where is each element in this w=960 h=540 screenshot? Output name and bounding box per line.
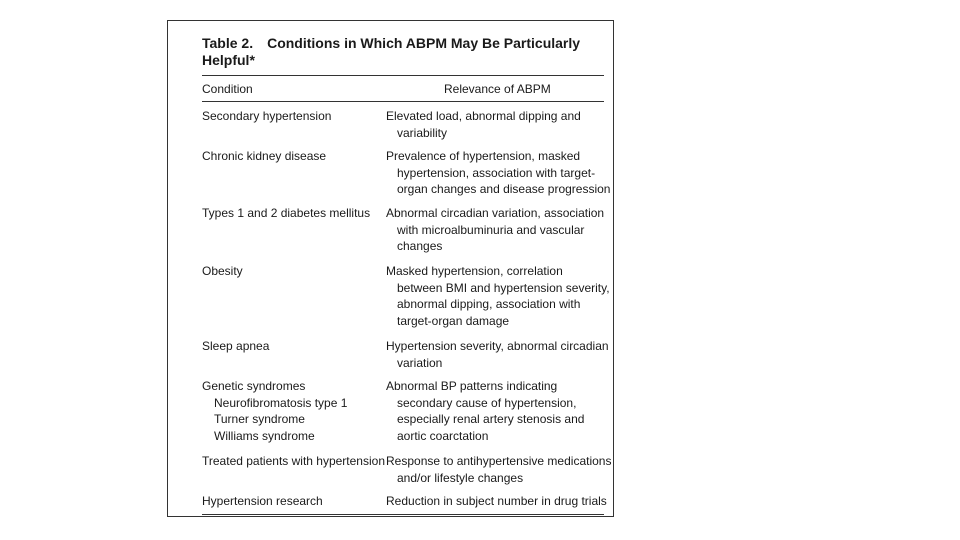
table-row-relevance <box>386 108 608 141</box>
relevance-line: changes <box>397 239 443 253</box>
table-row-relevance <box>386 493 608 510</box>
relevance-line: organ changes and disease progression <box>397 182 611 196</box>
relevance-line: especially renal artery stenosis and <box>397 412 585 426</box>
relevance-line: and/or lifestyle changes <box>397 470 524 485</box>
table-row-relevance <box>386 338 608 371</box>
table-row-relevance <box>386 378 608 444</box>
header-condition: Condition <box>202 82 253 96</box>
table-row-condition <box>202 263 382 280</box>
condition-text: Chronic kidney disease <box>202 149 327 163</box>
relevance-line: abnormal dipping, association with <box>397 297 581 311</box>
table-frame <box>167 20 614 517</box>
table-title <box>202 35 602 69</box>
table-bottom-rule <box>202 514 604 515</box>
table-row-relevance <box>386 148 611 198</box>
relevance-line: secondary cause of hypertension, <box>397 395 577 410</box>
condition-text: Types 1 and 2 diabetes mellitus <box>202 206 371 220</box>
condition-text: Hypertension research <box>202 494 323 508</box>
relevance-line: target-organ damage <box>397 313 510 328</box>
header-relevance: Relevance of ABPM <box>444 82 551 96</box>
condition-text: Treated patients with hypertension <box>202 454 385 468</box>
condition-text: Secondary hypertension <box>202 109 332 123</box>
table-row-condition <box>202 378 382 444</box>
table-row-condition <box>202 205 382 222</box>
relevance-line: Masked hypertension, correlation <box>386 264 563 278</box>
condition-text: Genetic syndromes <box>202 379 306 393</box>
relevance-line: Elevated load, abnormal dipping and <box>386 109 581 123</box>
relevance-line: Abnormal BP patterns indicating <box>386 379 558 393</box>
relevance-line: between BMI and hypertension severity, <box>397 280 610 295</box>
table-row-condition <box>202 338 382 355</box>
relevance-line: Hypertension severity, abnormal circadian <box>386 339 609 353</box>
table-row-relevance <box>386 263 608 329</box>
header-top-rule <box>202 75 604 76</box>
table-row-condition <box>202 453 385 470</box>
relevance-line: hypertension, association with target- <box>397 165 596 180</box>
table-row-condition <box>202 493 382 510</box>
table-row-condition <box>202 108 382 125</box>
table-row-condition <box>202 148 382 165</box>
condition-subitem: Turner syndrome <box>214 412 305 426</box>
relevance-line: variability <box>397 125 448 140</box>
table-row-relevance <box>386 453 612 486</box>
table-title-line2: Helpful* <box>202 52 255 68</box>
table-title-line1: Conditions in Which ABPM May Be Particularly <box>267 35 581 51</box>
relevance-line: aortic coarctation <box>397 428 489 443</box>
header-bottom-rule <box>202 101 604 102</box>
relevance-line: Response to antihypertensive medications <box>386 454 612 468</box>
relevance-line: with microalbuminuria and vascular <box>397 222 585 237</box>
relevance-line: Reduction in subject number in drug trials <box>386 494 607 508</box>
condition-subitem: Neurofibromatosis type 1 <box>214 395 348 410</box>
condition-subitem: Williams syndrome <box>214 428 315 443</box>
relevance-line: variation <box>397 355 443 370</box>
relevance-line: Abnormal circadian variation, association <box>386 206 605 220</box>
relevance-line: Prevalence of hypertension, masked <box>386 149 581 163</box>
table-number: Table 2. <box>202 35 254 51</box>
table-row-relevance <box>386 205 608 255</box>
condition-text: Sleep apnea <box>202 339 270 353</box>
condition-text: Obesity <box>202 264 243 278</box>
